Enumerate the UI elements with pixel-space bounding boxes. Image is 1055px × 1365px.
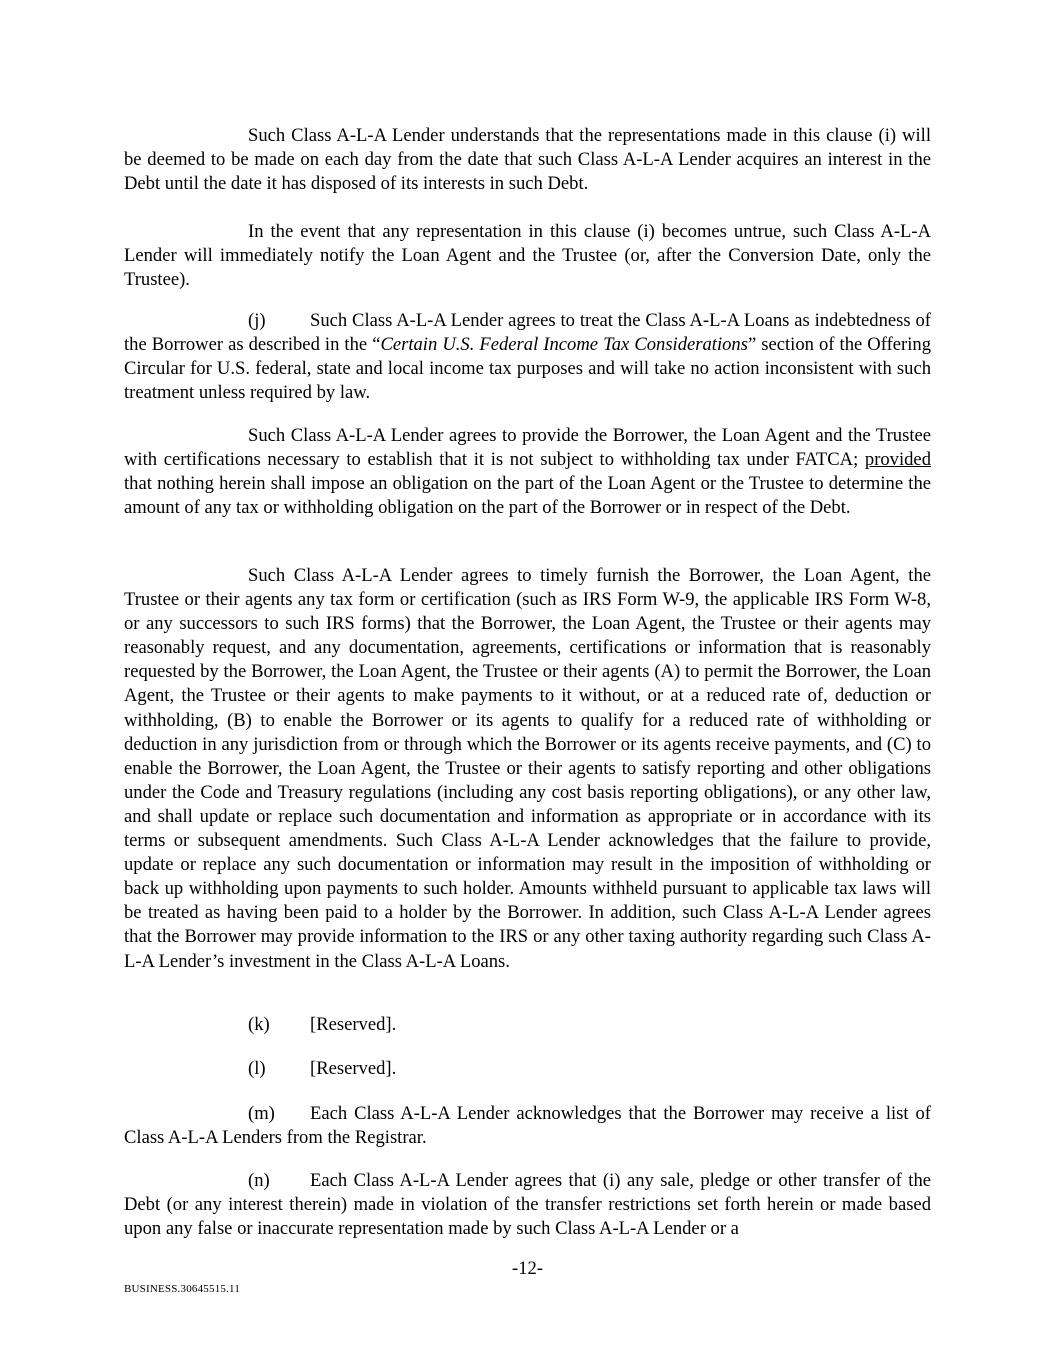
- clause-label: (l): [248, 1058, 266, 1079]
- page-number: -12-: [512, 1258, 543, 1279]
- clause-label: (n): [248, 1170, 270, 1191]
- paragraph-tax-forms: [124, 564, 931, 974]
- paragraph-representations-deemed: [124, 124, 931, 196]
- clause-text: ” section of the Offering Circular for U.S. federal, state and local income tax purposes and will take no action inconsistent with such treatment unless required by law.: [124, 334, 931, 404]
- paragraph-text: Such Class A-L-A Lender understands that the representations made in this clause (i) will be deemed to be made on each day from the date that such Class A-L-A Lender acquires an interest in the Debt until the date it has disposed of its interests in such Debt.: [124, 125, 931, 195]
- clause-k: [248, 1013, 396, 1037]
- paragraph-text: Such Class A-L-A Lender agrees to provide the Borrower, the Loan Agent and the Trustee with certifications necessary to establish that it is not subject to withholding tax under FATCA;: [124, 425, 931, 471]
- paragraph-fatca-certifications: [124, 424, 931, 520]
- paragraph-text: Such Class A-L-A Lender agrees to timely furnish the Borrower, the Loan Agent, the Trustee or their agents any tax form or certification (such as IRS Form W-9, the applicable IRS Form W-8, or any successors to such IRS forms) that the Borrower, the Loan Agent, the Trustee or their agents may reasonably request, and any documentation, agreements, certifications or information that is reasonably requested by the Borrower, the Loan Agent, the Trustee or their agents (A) to permit the Borrower, the Loan Agent, the Trustee or their agents to make payments to it without, or at a reduced rate of, deduction or withholding, (B) to enable the Borrower or its agents to qualify for a reduced rate of withholding or deduction in any jurisdiction from or through which the Borrower or its agents receive payments, and (C) to enable the Borrower, the Loan Agent, the Trustee or their agents to satisfy reporting and other obligations under the Code and Treasury regulations (including any cost basis reporting obligations), or any other law, and shall update or replace such documentation and information as appropriate or in accordance with its terms or subsequent amendments. Such Class A-L-A Lender acknowledges that the failure to provide, update or replace any such documentation or information may result in the imposition of withholding or back up withholding upon payments to such holder. Amounts withheld pursuant to applicable tax laws will be treated as having been paid to a holder by the Borrower. In addition, such Class A-L-A Lender agrees that the Borrower may provide information to the IRS or any other taxing authority regarding such Class A-L-A Lender’s investment in the Class A-L-A Loans.: [124, 565, 931, 972]
- paragraph-text: that nothing herein shall impose an obligation on the part of the Loan Agent or the Trustee to determine the amount of any tax or withholding obligation on the part of the Borrower or in respect of the Debt.: [124, 473, 931, 519]
- clause-text: Each Class A-L-A Lender acknowledges that the Borrower may receive a list of Class A-L-A Lenders from the Registrar.: [124, 1103, 931, 1149]
- clause-text: [Reserved].: [310, 1014, 397, 1035]
- clause-l: [248, 1057, 396, 1081]
- provided-underlined: provided: [864, 449, 931, 471]
- clause-n: [124, 1169, 931, 1241]
- section-title-italic: Certain U.S. Federal Income Tax Considerations: [380, 334, 748, 356]
- clause-label: (j): [248, 310, 266, 331]
- clause-label: (m): [248, 1103, 275, 1124]
- paragraph-text: In the event that any representation in this clause (i) becomes untrue, such Class A-L-A Lender will immediately notify the Loan Agent and the Trustee (or, after the Conversion Date, only the Trustee).: [124, 221, 931, 291]
- clause-text: Each Class A-L-A Lender agrees that (i) any sale, pledge or other transfer of the Debt (or any interest therein) made in violation of the transfer restrictions set forth herein or made based upon any false or inaccurate representation made by such Class A-L-A Lender or a: [124, 1170, 931, 1240]
- document-id: BUSINESS.30645515.11: [124, 1283, 241, 1295]
- clause-m: [124, 1102, 931, 1150]
- clause-text: Such Class A-L-A Lender agrees to treat the Class A-L-A Loans as indebtedness of the Borrower as described in the “: [124, 310, 931, 356]
- paragraph-notify-untrue: [124, 220, 931, 292]
- clause-label: (k): [248, 1014, 270, 1035]
- clause-j: [124, 309, 931, 405]
- clause-text: [Reserved].: [310, 1058, 397, 1079]
